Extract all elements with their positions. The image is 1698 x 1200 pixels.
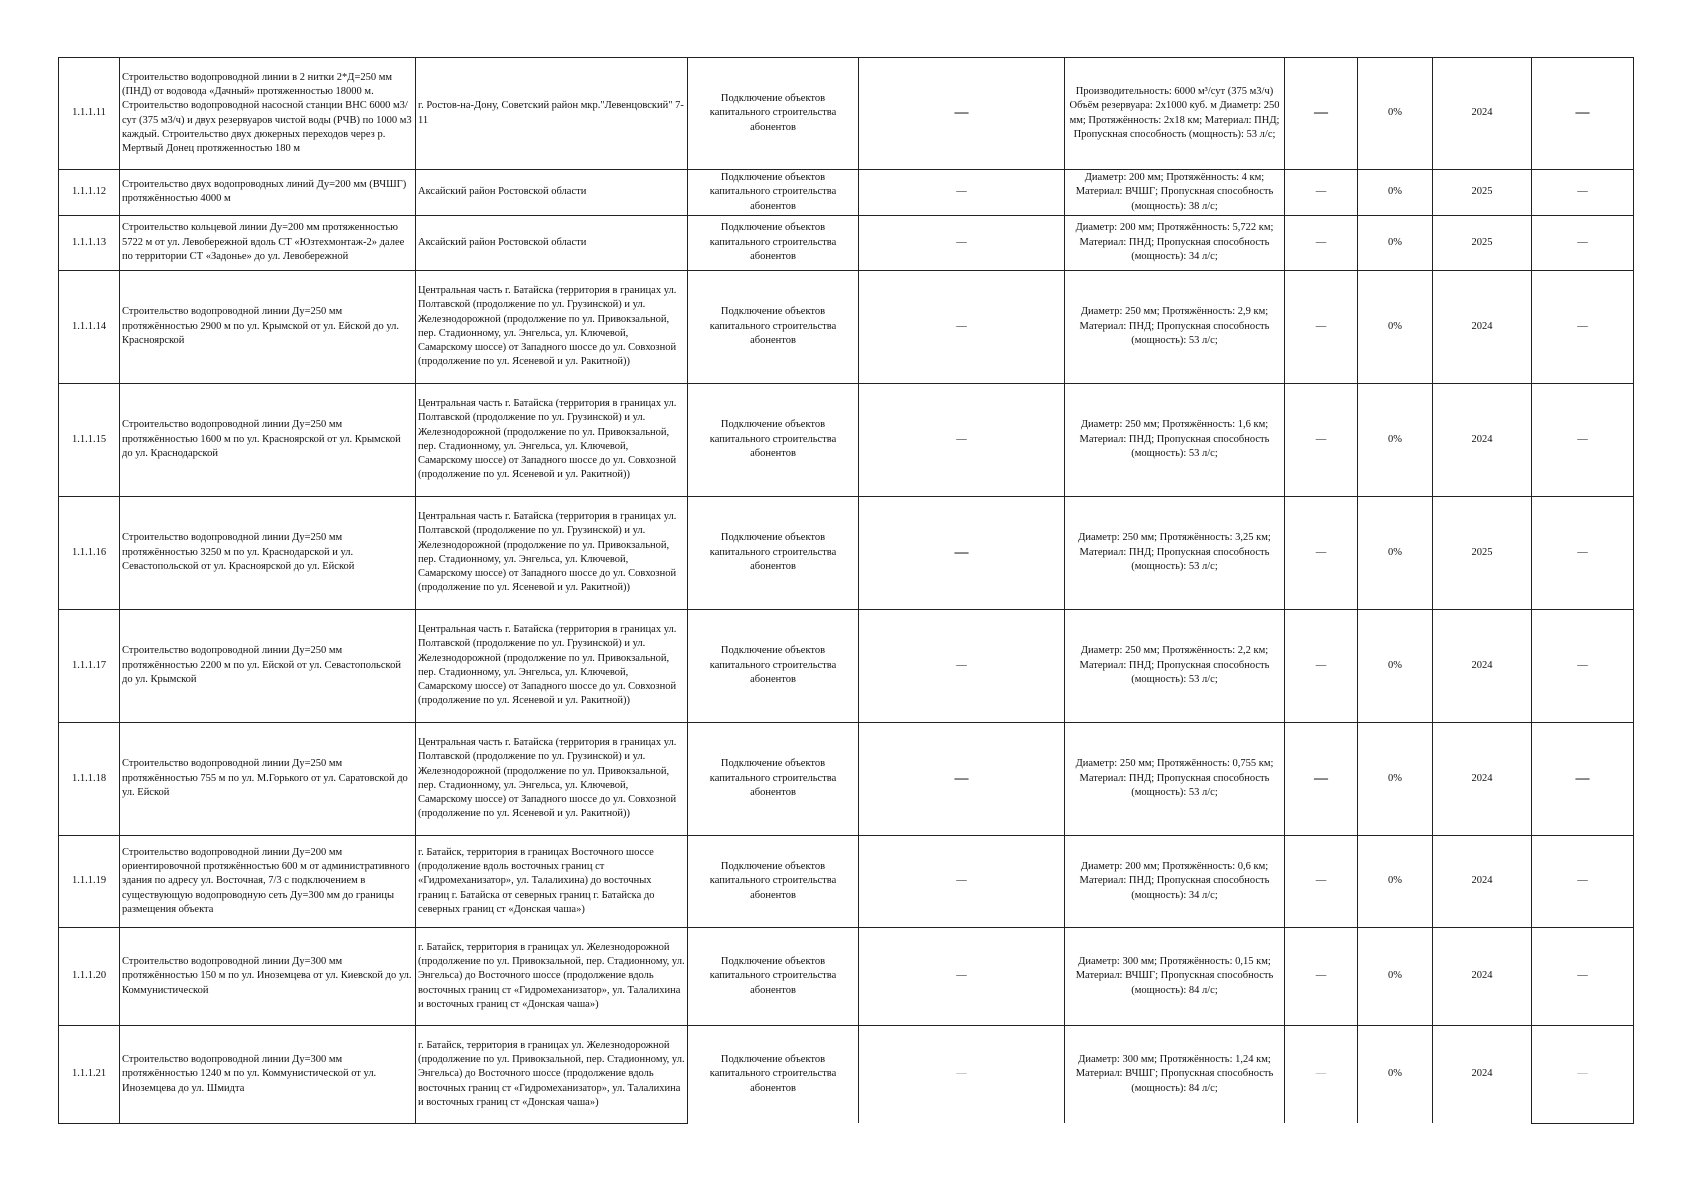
work-purpose: Подключение объектов капитального строительства абонентов — [688, 170, 859, 216]
empty-value-dash: — — [859, 383, 1065, 496]
empty-value-dash: — — [1285, 58, 1358, 170]
empty-value-dash: — — [1285, 383, 1358, 496]
empty-value-dash: — — [1285, 927, 1358, 1025]
work-location: Центральная часть г. Батайска (территория в границах ул. Полтавской (продолжение по ул. Грузинской) и ул. Железнодорожной (продолжение по ул. Привокзальной, пер. Стадионному, ул. Энгельса, ул. Ключевой, Самарскому шоссе) от Западного шоссе до ул. Совхозной (продолжение по ул. Ясеневой и ул. Ракитной)) — [416, 722, 688, 835]
work-location: Центральная часть г. Батайска (территория в границах ул. Полтавской (продолжение по ул. Грузинской) и ул. Железнодорожной (продолжение по ул. Привокзальной, пер. Стадионному, ул. Энгельса, ул. Ключевой, Самарскому шоссе) от Западного шоссе до ул. Совхозной (продолжение по ул. Ясеневой и ул. Ракитной)) — [416, 383, 688, 496]
work-purpose: Подключение объектов капитального строительства абонентов — [688, 835, 859, 927]
completion-year: 2025 — [1433, 215, 1532, 270]
work-purpose: Подключение объектов капитального строительства абонентов — [688, 383, 859, 496]
row-number: 1.1.1.14 — [59, 270, 120, 383]
table-row — [59, 270, 1634, 383]
completion-percent: 0% — [1358, 270, 1433, 383]
work-location: г. Батайск, территория в границах Восточного шоссе (продолжение вдоль восточных границ ст «Гидромеханизатор», ул. Талалихина) до восточных границ г. Батайска от северных границ г. Батайска до северных границ ст «Донская чаша») — [416, 835, 688, 927]
work-location: Аксайский район Ростовской области — [416, 170, 688, 216]
row-number: 1.1.1.13 — [59, 215, 120, 270]
work-purpose: Подключение объектов капитального строительства абонентов — [688, 496, 859, 609]
empty-value-dash: — — [859, 496, 1065, 609]
work-name: Строительство кольцевой линии Ду=200 мм протяженностью 5722 м от ул. Левобережной вдоль СТ «Юзтехмонтаж-2» далее по территории СТ «Задонье» до ул. Левобережной — [120, 215, 416, 270]
empty-value-dash: — — [1285, 496, 1358, 609]
empty-value-dash: — — [859, 835, 1065, 927]
row-number: 1.1.1.17 — [59, 609, 120, 722]
investment-program-table — [58, 57, 1634, 1124]
table-row — [59, 927, 1634, 1025]
table-row — [59, 58, 1634, 170]
work-purpose: Подключение объектов капитального строительства абонентов — [688, 1025, 859, 1123]
row-number: 1.1.1.16 — [59, 496, 120, 609]
completion-percent: 0% — [1358, 58, 1433, 170]
completion-percent: 0% — [1358, 835, 1433, 927]
empty-value-dash: — — [1285, 722, 1358, 835]
empty-value-dash: — — [1532, 1025, 1634, 1123]
table-row — [59, 170, 1634, 216]
row-number: 1.1.1.18 — [59, 722, 120, 835]
work-name: Строительство водопроводной линии Ду=250 мм протяжённостью 2200 м по ул. Ейской от ул. Севастопольской до ул. Крымской — [120, 609, 416, 722]
row-number: 1.1.1.15 — [59, 383, 120, 496]
work-location: г. Ростов-на-Дону, Советский район мкр."Левенцовский" 7-11 — [416, 58, 688, 170]
work-name: Строительство водопроводной линии Ду=300 мм протяжённостью 1240 м по ул. Коммунистической от ул. Иноземцева до ул. Шмидта — [120, 1025, 416, 1123]
work-purpose: Подключение объектов капитального строительства абонентов — [688, 58, 859, 170]
empty-value-dash: — — [859, 215, 1065, 270]
empty-value-dash: — — [1285, 270, 1358, 383]
completion-percent: 0% — [1358, 170, 1433, 216]
technical-characteristics: Диаметр: 250 мм; Протяжённость: 3,25 км; Материал: ПНД; Пропускная способность (мощность): 53 л/с; — [1065, 496, 1285, 609]
table-row — [59, 1025, 1634, 1123]
empty-value-dash: — — [1285, 835, 1358, 927]
completion-year: 2025 — [1433, 496, 1532, 609]
technical-characteristics: Диаметр: 250 мм; Протяжённость: 1,6 км; Материал: ПНД; Пропускная способность (мощность): 53 л/с; — [1065, 383, 1285, 496]
empty-value-dash: — — [1285, 215, 1358, 270]
completion-percent: 0% — [1358, 1025, 1433, 1123]
technical-characteristics: Производительность: 6000 м³/сут (375 м3/ч) Объём резервуара: 2х1000 куб. м Диаметр: 250 мм; Протяжённость: 2х18 км; Материал: ПНД; Пропускная способность (мощность): 53 л/с; — [1065, 58, 1285, 170]
work-purpose: Подключение объектов капитального строительства абонентов — [688, 722, 859, 835]
completion-year: 2024 — [1433, 609, 1532, 722]
work-location: Аксайский район Ростовской области — [416, 215, 688, 270]
technical-characteristics: Диаметр: 200 мм; Протяжённость: 4 км; Материал: ВЧШГ; Пропускная способность (мощность): 38 л/с; — [1065, 170, 1285, 216]
empty-value-dash: — — [1532, 927, 1634, 1025]
work-location: г. Батайск, территория в границах ул. Железнодорожной (продолжение по ул. Привокзальной, пер. Стадионному, ул. Энгельса) до Восточного шоссе (продолжение вдоль восточных границ ст «Гидромеханизатор», ул. Талалихина и восточных границ ст «Донская чаша») — [416, 1025, 688, 1123]
empty-value-dash: — — [1532, 170, 1634, 216]
completion-year: 2025 — [1433, 170, 1532, 216]
work-name: Строительство водопроводной линии Ду=200 мм ориентировочной протяжённостью 600 м от административного здания по адресу ул. Восточная, 7/3 с подключением в существующую водопроводную сеть Ду=300 мм до границы размещения объекта — [120, 835, 416, 927]
work-location: г. Батайск, территория в границах ул. Железнодорожной (продолжение по ул. Привокзальной, пер. Стадионному, ул. Энгельса) до Восточного шоссе (продолжение вдоль восточных границ ст «Гидромеханизатор», ул. Талалихина и восточных границ ст «Донская чаша») — [416, 927, 688, 1025]
empty-value-dash: — — [1532, 609, 1634, 722]
completion-percent: 0% — [1358, 927, 1433, 1025]
work-purpose: Подключение объектов капитального строительства абонентов — [688, 270, 859, 383]
completion-percent: 0% — [1358, 215, 1433, 270]
work-location: Центральная часть г. Батайска (территория в границах ул. Полтавской (продолжение по ул. Грузинской) и ул. Железнодорожной (продолжение по ул. Привокзальной, пер. Стадионному, ул. Энгельса, ул. Ключевой, Самарскому шоссе) от Западного шоссе до ул. Совхозной (продолжение по ул. Ясеневой и ул. Ракитной)) — [416, 270, 688, 383]
empty-value-dash: — — [859, 270, 1065, 383]
technical-characteristics: Диаметр: 200 мм; Протяжённость: 0,6 км; Материал: ПНД; Пропускная способность (мощность): 34 л/с; — [1065, 835, 1285, 927]
work-name: Строительство двух водопроводных линий Ду=200 мм (ВЧШГ) протяжённостью 4000 м — [120, 170, 416, 216]
empty-value-dash: — — [1285, 609, 1358, 722]
empty-value-dash: — — [859, 170, 1065, 216]
empty-value-dash: — — [859, 927, 1065, 1025]
empty-value-dash: — — [1285, 170, 1358, 216]
document-page — [58, 57, 1633, 1124]
completion-percent: 0% — [1358, 609, 1433, 722]
row-number: 1.1.1.11 — [59, 58, 120, 170]
empty-value-dash: — — [1532, 270, 1634, 383]
completion-year: 2024 — [1433, 835, 1532, 927]
row-number: 1.1.1.12 — [59, 170, 120, 216]
table-row — [59, 383, 1634, 496]
empty-value-dash: — — [1532, 383, 1634, 496]
empty-value-dash: — — [1285, 1025, 1358, 1123]
work-location: Центральная часть г. Батайска (территория в границах ул. Полтавской (продолжение по ул. Грузинской) и ул. Железнодорожной (продолжение по ул. Привокзальной, пер. Стадионному, ул. Энгельса, ул. Ключевой, Самарскому шоссе) от Западного шоссе до ул. Совхозной (продолжение по ул. Ясеневой и ул. Ракитной)) — [416, 496, 688, 609]
row-number: 1.1.1.19 — [59, 835, 120, 927]
empty-value-dash: — — [1532, 496, 1634, 609]
completion-percent: 0% — [1358, 496, 1433, 609]
work-name: Строительство водопроводной линии Ду=250 мм протяжённостью 2900 м по ул. Крымской от ул. Ейской до ул. Красноярской — [120, 270, 416, 383]
work-location: Центральная часть г. Батайска (территория в границах ул. Полтавской (продолжение по ул. Грузинской) и ул. Железнодорожной (продолжение по ул. Привокзальной, пер. Стадионному, ул. Энгельса, ул. Ключевой, Самарскому шоссе) от Западного шоссе до ул. Совхозной (продолжение по ул. Ясеневой и ул. Ракитной)) — [416, 609, 688, 722]
work-name: Строительство водопроводной линии в 2 нитки 2*Д=250 мм (ПНД) от водовода «Дачный» протяженностью 18000 м. Строительство водопроводной насосной станции ВНС 6000 м3/сут (375 м3/ч) и двух резервуаров чистой воды (РЧВ) по 1000 м3 каждый. Строительство двух дюкерных переходов через р. Мертвый Донец протяженностью 180 м — [120, 58, 416, 170]
empty-value-dash: — — [1532, 58, 1634, 170]
table-row — [59, 609, 1634, 722]
work-purpose: Подключение объектов капитального строительства абонентов — [688, 609, 859, 722]
completion-year: 2024 — [1433, 383, 1532, 496]
empty-value-dash: — — [1532, 835, 1634, 927]
row-number: 1.1.1.20 — [59, 927, 120, 1025]
completion-year: 2024 — [1433, 58, 1532, 170]
table-row — [59, 835, 1634, 927]
work-purpose: Подключение объектов капитального строительства абонентов — [688, 927, 859, 1025]
empty-value-dash: — — [859, 609, 1065, 722]
technical-characteristics: Диаметр: 250 мм; Протяжённость: 0,755 км; Материал: ПНД; Пропускная способность (мощность): 53 л/с; — [1065, 722, 1285, 835]
work-name: Строительство водопроводной линии Ду=250 мм протяжённостью 755 м по ул. М.Горького от ул. Саратовской до ул. Ейской — [120, 722, 416, 835]
empty-value-dash: — — [1532, 722, 1634, 835]
empty-value-dash: — — [859, 722, 1065, 835]
work-name: Строительство водопроводной линии Ду=300 мм протяжённостью 150 м по ул. Иноземцева от ул. Киевской до ул. Коммунистической — [120, 927, 416, 1025]
empty-value-dash: — — [859, 1025, 1065, 1123]
work-name: Строительство водопроводной линии Ду=250 мм протяжённостью 3250 м по ул. Краснодарской и ул. Севастопольской от ул. Красноярской до ул. Ейской — [120, 496, 416, 609]
table-row — [59, 722, 1634, 835]
table-row — [59, 215, 1634, 270]
completion-year: 2024 — [1433, 722, 1532, 835]
completion-percent: 0% — [1358, 722, 1433, 835]
completion-year: 2024 — [1433, 270, 1532, 383]
row-number: 1.1.1.21 — [59, 1025, 120, 1123]
completion-percent: 0% — [1358, 383, 1433, 496]
empty-value-dash: — — [859, 58, 1065, 170]
completion-year: 2024 — [1433, 927, 1532, 1025]
technical-characteristics: Диаметр: 200 мм; Протяжённость: 5,722 км; Материал: ПНД; Пропускная способность (мощность): 34 л/с; — [1065, 215, 1285, 270]
work-purpose: Подключение объектов капитального строительства абонентов — [688, 215, 859, 270]
table-row — [59, 496, 1634, 609]
completion-year: 2024 — [1433, 1025, 1532, 1123]
empty-value-dash: — — [1532, 215, 1634, 270]
technical-characteristics: Диаметр: 300 мм; Протяжённость: 0,15 км; Материал: ВЧШГ; Пропускная способность (мощность): 84 л/с; — [1065, 927, 1285, 1025]
technical-characteristics: Диаметр: 300 мм; Протяжённость: 1,24 км; Материал: ВЧШГ; Пропускная способность (мощность): 84 л/с; — [1065, 1025, 1285, 1123]
work-name: Строительство водопроводной линии Ду=250 мм протяжённостью 1600 м по ул. Красноярской от ул. Крымской до ул. Краснодарской — [120, 383, 416, 496]
technical-characteristics: Диаметр: 250 мм; Протяжённость: 2,2 км; Материал: ПНД; Пропускная способность (мощность): 53 л/с; — [1065, 609, 1285, 722]
technical-characteristics: Диаметр: 250 мм; Протяжённость: 2,9 км; Материал: ПНД; Пропускная способность (мощность): 53 л/с; — [1065, 270, 1285, 383]
